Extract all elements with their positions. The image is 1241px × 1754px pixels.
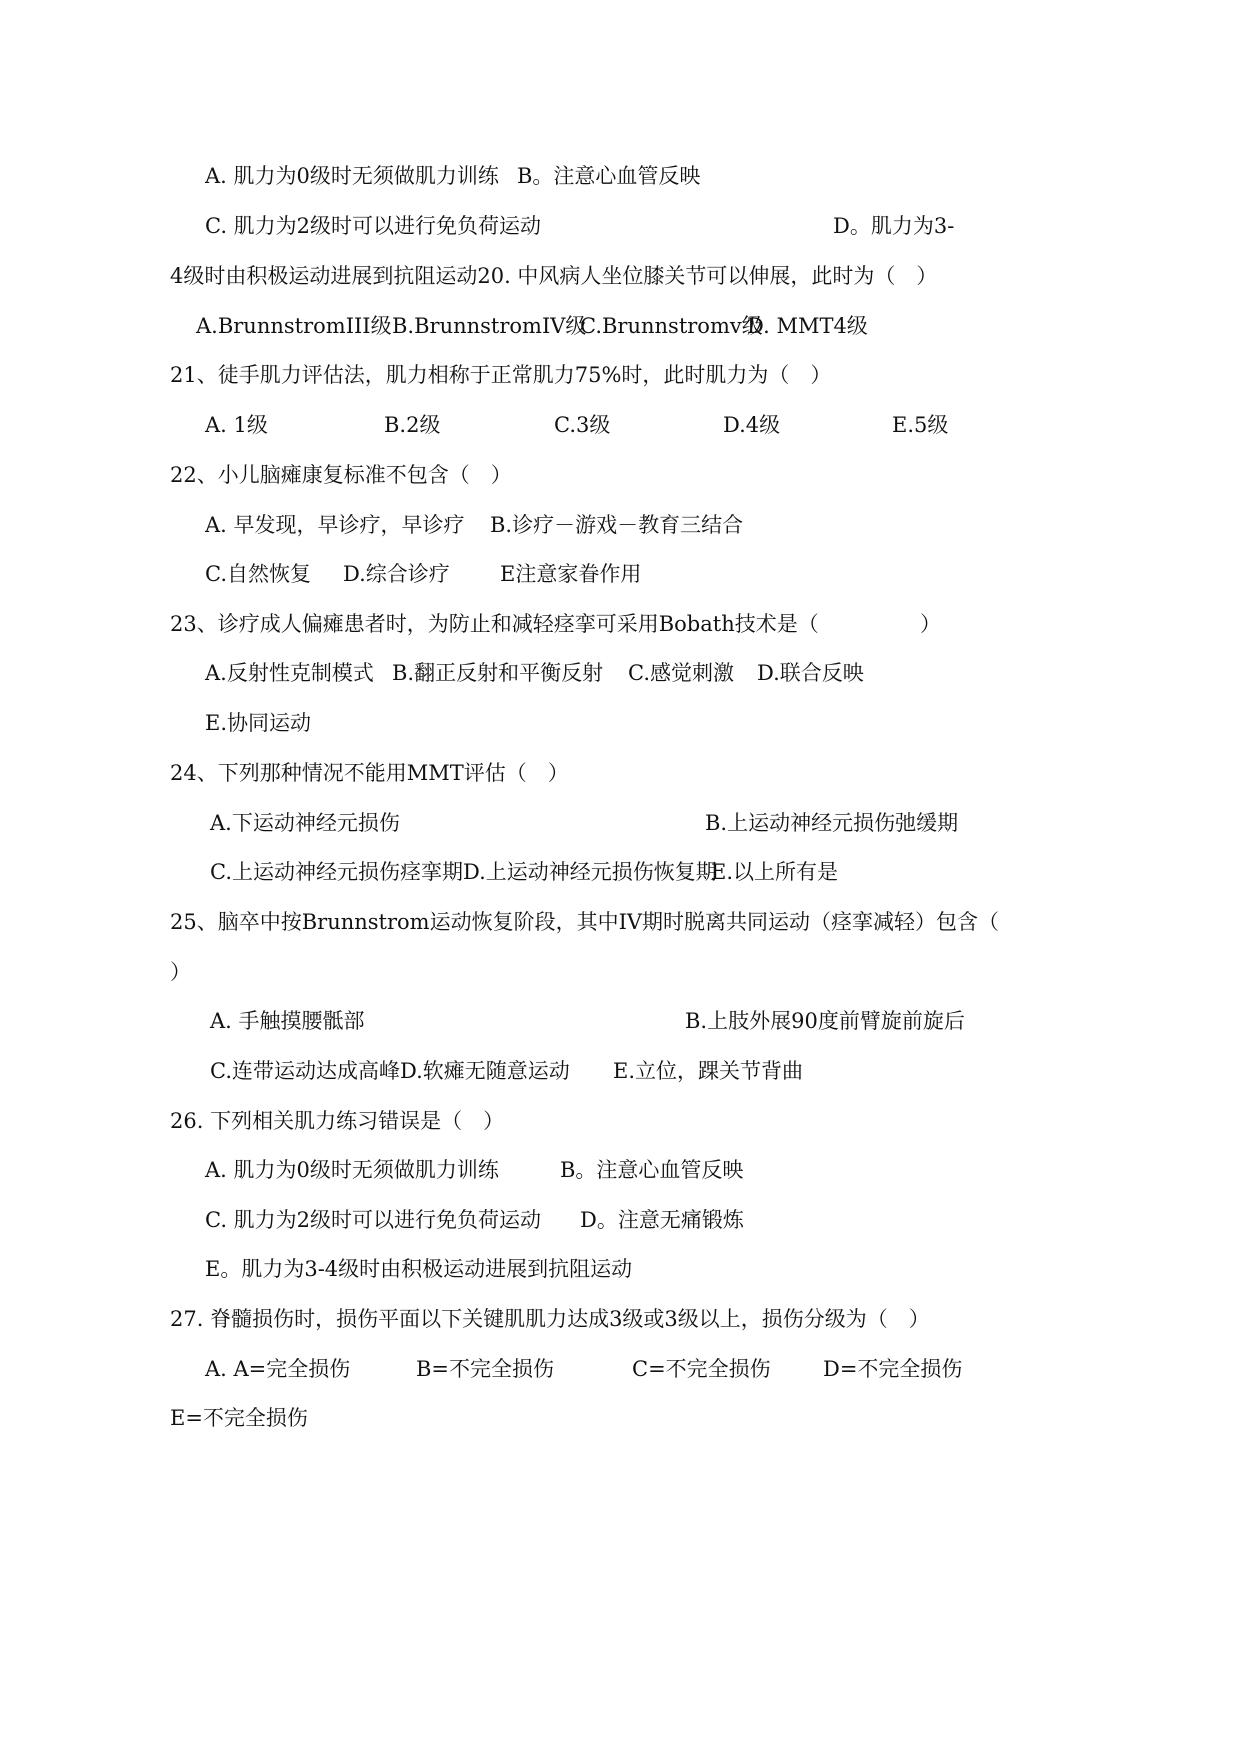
text-segment: A.下运动神经元损伤 [210, 811, 400, 835]
text-segment: 4级时由积极运动进展到抗阻运动20. 中风病人坐位膝关节可以伸展，此时为（ ） [170, 264, 938, 288]
text-line [0, 1104, 1241, 1138]
text-segment: A.反射性克制模式 [205, 661, 374, 685]
text-segment: B.2级 [384, 413, 441, 437]
text-line [0, 1203, 1241, 1237]
text-segment: ） [920, 612, 941, 636]
text-line [0, 159, 1241, 193]
text-segment: B。注意心血管反映 [560, 1158, 744, 1182]
text-line [0, 458, 1241, 492]
text-line [0, 855, 1241, 889]
text-line [0, 1153, 1241, 1187]
text-line [0, 756, 1241, 790]
text-line [0, 905, 1241, 939]
text-line [0, 656, 1241, 690]
text-segment: C.Brunnstromv级 [580, 314, 763, 338]
text-segment: A. 1级 [205, 413, 268, 437]
text-segment: D.综合诊疗 [343, 562, 450, 586]
text-segment: A. 肌力为0级时无须做肌力训练 [205, 164, 499, 188]
text-segment: 25、脑卒中按Brunnstrom运动恢复阶段，其中IV期时脱离共同运动（痉挛减轻）包含（ [170, 910, 1000, 934]
text-segment: C=不完全损伤 [632, 1357, 771, 1381]
text-segment: 26. 下列相关肌力练习错误是（ ） [170, 1109, 505, 1133]
text-segment: A. 手触摸腰骶部 [210, 1009, 365, 1033]
text-segment: B=不完全损伤 [416, 1357, 555, 1381]
text-segment: C. 肌力为2级时可以进行免负荷运动 [205, 1208, 542, 1232]
text-segment: D.4级 [723, 413, 781, 437]
text-line [0, 309, 1241, 343]
text-segment: B.BrunnstromIV级 [392, 314, 587, 338]
text-segment: 23、诊疗成人偏瘫患者时，为防止和减轻痉挛可采用Bobath技术是（ [170, 612, 819, 636]
text-line [0, 259, 1241, 293]
text-segment: E.立位，踝关节背曲 [613, 1059, 804, 1083]
text-segment: A. 早发现，早诊疗，早诊疗 [205, 513, 465, 537]
text-line [0, 209, 1241, 243]
text-segment: A.BrunnstromIII级 [196, 314, 392, 338]
text-segment: A. 肌力为0级时无须做肌力训练 [205, 1158, 499, 1182]
text-segment: E。肌力为3-4级时由积极运动进展到抗阻运动 [205, 1257, 633, 1281]
text-line [0, 1054, 1241, 1088]
text-line [0, 508, 1241, 542]
text-line [0, 1302, 1241, 1336]
text-segment: 27. 脊髓损伤时，损伤平面以下关键肌肌力达成3级或3级以上，损伤分级为（ ） [170, 1307, 930, 1331]
text-segment: D=不完全损伤 [823, 1357, 963, 1381]
text-segment: B.上肢外展90度前臂旋前旋后 [685, 1009, 965, 1033]
text-line [0, 706, 1241, 740]
text-segment: B.翻正反射和平衡反射 [392, 661, 604, 685]
text-line [0, 806, 1241, 840]
text-segment: 22、小儿脑瘫康复标准不包含（ ） [170, 463, 512, 487]
text-segment: E.以上所有是 [711, 860, 839, 884]
text-segment: C.上运动神经元损伤痉挛期D.上运动神经元损伤恢复期 [210, 860, 717, 884]
text-segment: E.协同运动 [205, 711, 312, 735]
text-segment: A. A=完全损伤 [205, 1357, 351, 1381]
text-segment: B。注意心血管反映 [517, 164, 701, 188]
text-segment: B.上运动神经元损伤弛缓期 [705, 811, 959, 835]
text-segment: B.诊疗－游戏－教育三结合 [490, 513, 744, 537]
text-line [0, 1004, 1241, 1038]
text-segment: D. MMT4级 [747, 314, 868, 338]
text-segment: C.自然恢复 [205, 562, 311, 586]
text-segment: D.联合反映 [757, 661, 864, 685]
text-line [0, 955, 1241, 989]
text-segment: C. 肌力为2级时可以进行免负荷运动 [205, 214, 542, 238]
text-segment: C.3级 [554, 413, 611, 437]
text-segment: D。肌力为3- [833, 214, 955, 238]
text-segment: 24、下列那种情况不能用MMT评估（ ） [170, 761, 569, 785]
text-segment: E.5级 [892, 413, 949, 437]
text-segment: E注意家眷作用 [500, 562, 642, 586]
text-line [0, 1401, 1241, 1435]
text-segment: D。注意无痛锻炼 [580, 1208, 744, 1232]
text-line [0, 1352, 1241, 1386]
text-segment: C.感觉刺激 [628, 661, 734, 685]
text-segment: 21、徒手肌力评估法，肌力相称于正常肌力75%时，此时肌力为（ ） [170, 363, 832, 387]
text-segment: E=不完全损伤 [170, 1406, 308, 1430]
text-segment: C.连带运动达成高峰D.软瘫无随意运动 [210, 1059, 570, 1083]
text-segment: ） [170, 960, 191, 984]
text-line [0, 1252, 1241, 1286]
text-line [0, 408, 1241, 442]
text-line [0, 358, 1241, 392]
text-line [0, 607, 1241, 641]
text-line [0, 557, 1241, 591]
